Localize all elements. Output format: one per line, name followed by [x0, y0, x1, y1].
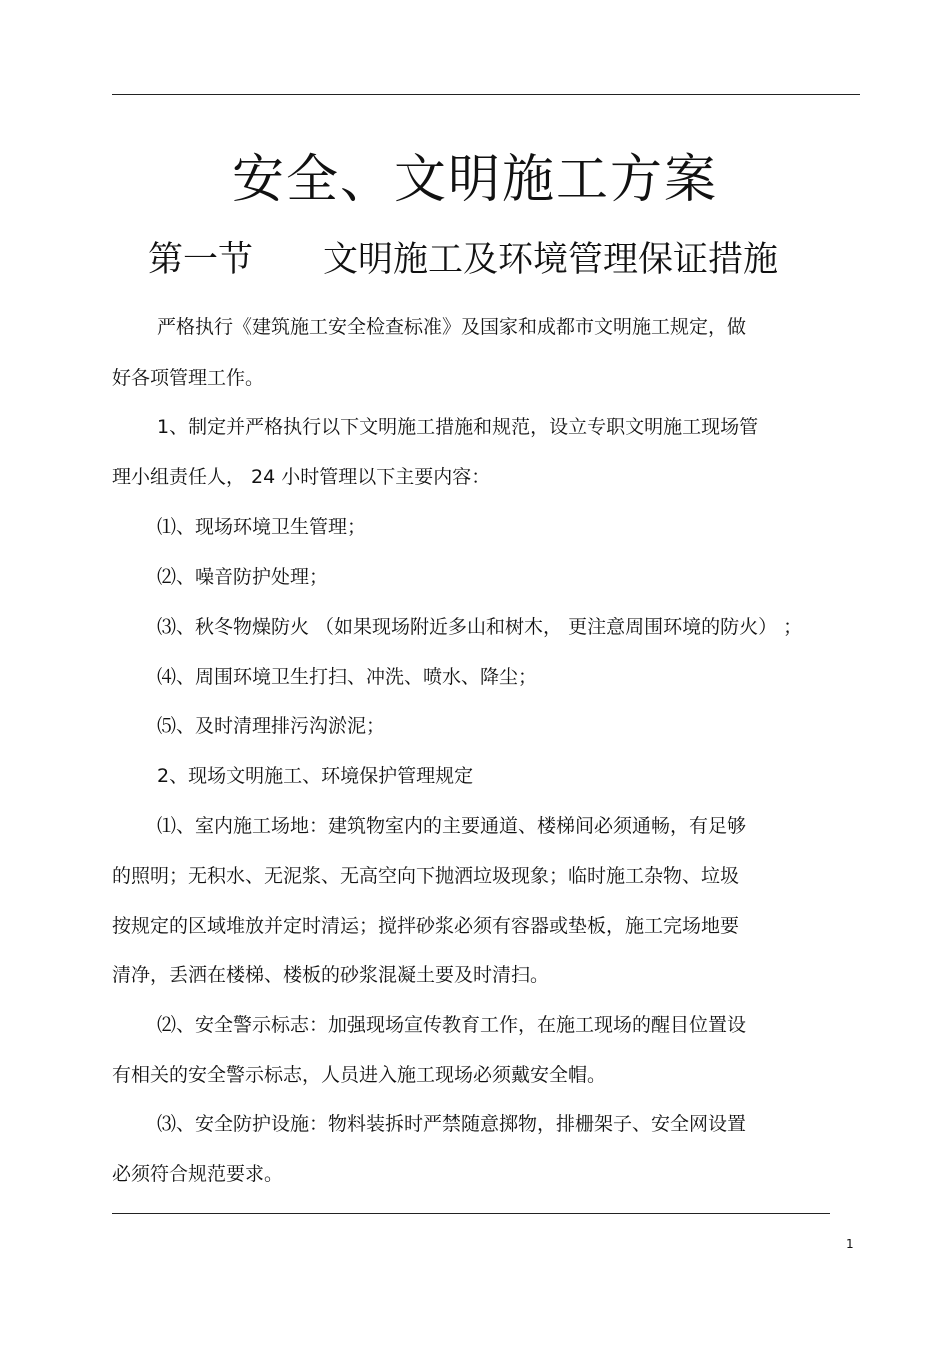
- header-rule: [112, 94, 860, 95]
- section-number: 第一节: [148, 240, 254, 280]
- paragraph-line: 理小组责任人， 24 小时管理以下主要内容：: [112, 466, 491, 488]
- paragraph-line: 按规定的区域堆放并定时清运；搅拌砂浆必须有容器或垫板，施工完场地要: [112, 915, 740, 937]
- paragraph-line: 好各项管理工作。: [112, 367, 265, 389]
- section-title: 文明施工及环境管理保证措施: [323, 240, 779, 280]
- paragraph-line: 严格执行《建筑施工安全检查标准》及国家和成都市文明施工规定，做: [157, 316, 747, 338]
- list-item: ⑵、噪音防护处理；: [157, 566, 329, 588]
- paragraph-line: 2、现场文明施工、环境保护管理规定: [157, 765, 474, 787]
- paragraph-line: 的照明；无积水、无泥浆、无高空向下抛洒垃圾现象；临时施工杂物、垃圾: [112, 865, 740, 887]
- list-item: ⑴、现场环境卫生管理；: [157, 516, 367, 538]
- list-item: ⑸、及时清理排污沟淤泥；: [157, 715, 386, 737]
- list-item: ⑶、秋冬物燥防火 （如果现场附近多山和树木， 更注意周围环境的防火） ；: [157, 616, 803, 638]
- paragraph-line: 清净，丢洒在楼梯、楼板的砂浆混凝土要及时清扫。: [112, 964, 550, 986]
- paragraph-line: 有相关的安全警示标志，人员进入施工现场必须戴安全帽。: [112, 1064, 607, 1086]
- paragraph-line: ⑵、安全警示标志：加强现场宣传教育工作，在施工现场的醒目位置设: [157, 1014, 747, 1036]
- paragraph-line: ⑴、室内施工场地：建筑物室内的主要通道、楼梯间必须通畅，有足够: [157, 815, 747, 837]
- footer-rule: [112, 1213, 830, 1214]
- list-item: ⑷、周围环境卫生打扫、冲洗、喷水、降尘；: [157, 666, 538, 688]
- page-number: 1: [846, 1237, 854, 1251]
- paragraph-line: ⑶、安全防护设施：物料装拆时严禁随意掷物，排栅架子、安全网设置: [157, 1113, 747, 1135]
- paragraph-line: 1、制定并严格执行以下文明施工措施和规范，设立专职文明施工现场管: [157, 416, 759, 438]
- paragraph-line: 必须符合规范要求。: [112, 1163, 284, 1185]
- document-title: 安全、文明施工方案: [231, 150, 718, 210]
